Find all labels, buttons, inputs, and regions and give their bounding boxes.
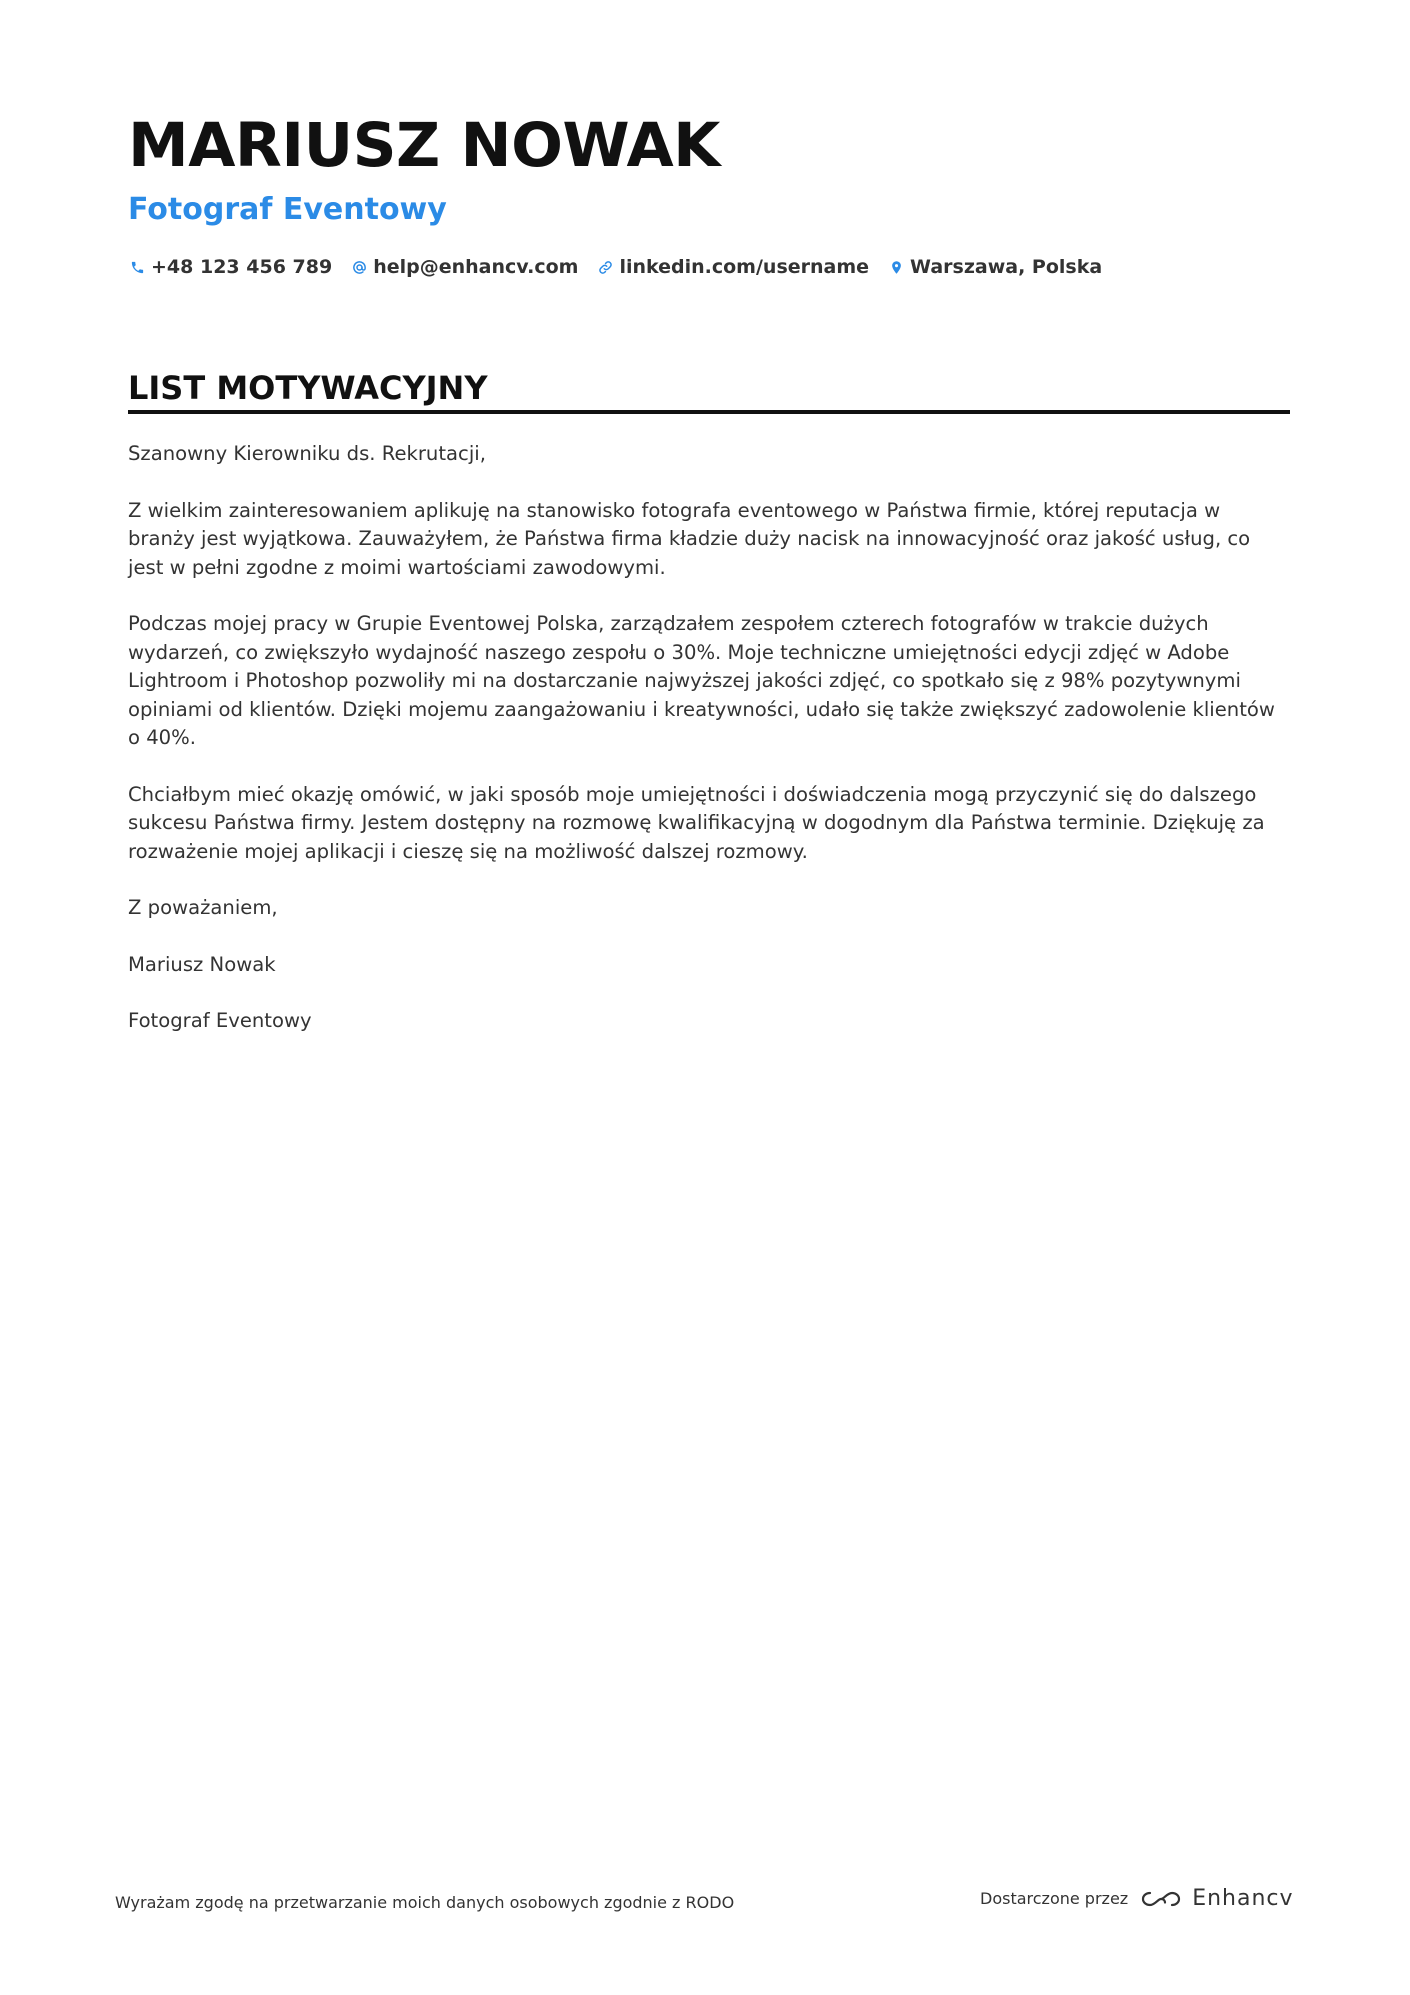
signature-name: Mariusz Nowak [128,952,276,976]
contact-linkedin-text: linkedin.com/username [619,256,870,278]
brand-name: Enhancv [1192,1886,1294,1911]
letter-greeting: Szanowny Kierowniku ds. Rekrutacji, [128,442,486,465]
contact-linkedin[interactable] [596,256,869,278]
letter-paragraph: Podczas mojej pracy w Grupie Eventowej Polska, zarządzałem zespołem czterech fotografów w trakcie dużych wydarzeń, co zwiększyło wydajność naszego zespołu o 30%. Moje techniczne umiejętności edycji zdjęć w Adobe Lightroom i Photoshop pozwoliły mi na dostarczanie najwyższej jakości zdjęć, co spotkało się z 98% pozytywnymi opiniami od klientów. Dzięki mojemu zaangażowaniu i kreatywności, udało się także zwiększyć zadowolenie klientów o 40%. [128,612,1275,749]
gdpr-consent-note: Wyrażam zgodę na przetwarzanie moich danych osobowych zgodnie z RODO [115,1893,735,1912]
signature-title: Fotograf Eventowy [128,1009,312,1032]
contact-location [887,256,1102,278]
section-divider [128,410,1290,414]
location-pin-icon [887,257,905,277]
candidate-name: MARIUSZ NOWAK [128,110,720,181]
letter-closing: Z poważaniem, [128,896,278,919]
at-icon [350,257,368,277]
section-title: LIST MOTYWACYJNY [128,369,488,407]
letter-paragraph: Chciałbym mieć okazję omówić, w jaki sposób moje umiejętności i doświadczenia mogą przyczynić się do dalszego sukcesu Państwa firmy. Jestem dostępny na rozmowę kwalifikacyjną w dogodnym dla Państwa terminie. Dziękuję za rozważenie mojej aplikacji i cieszę się na możliwość dalszej rozmowy. [128,782,1265,863]
contact-bar [128,252,1120,282]
contact-location-text: Warszawa, Polska [910,256,1103,278]
phone-icon [128,257,146,277]
powered-by-footer[interactable] [980,1886,1294,1911]
contact-email-text: help@enhancv.com [373,256,579,278]
letter-body [128,440,1290,1064]
letter-paragraph: Z wielkim zainteresowaniem aplikuję na stanowisko fotografa eventowego w Państwa firmie, której reputacja w branży jest wyjątkowa. Zauważyłem, że Państwa firma kładzie duży nacisk na innowacyjność oraz jakość usług, co jest w pełni zgodne z moimi wartościami zawodowymi. [128,498,1251,579]
contact-phone[interactable] [128,256,332,278]
contact-phone-text: +48 123 456 789 [151,256,333,278]
powered-by-label: Dostarczone przez [980,1889,1129,1908]
candidate-job-title: Fotograf Eventowy [128,192,447,227]
contact-email[interactable] [350,256,578,278]
link-icon [596,257,614,277]
enhancv-logo-icon [1138,1887,1192,1911]
